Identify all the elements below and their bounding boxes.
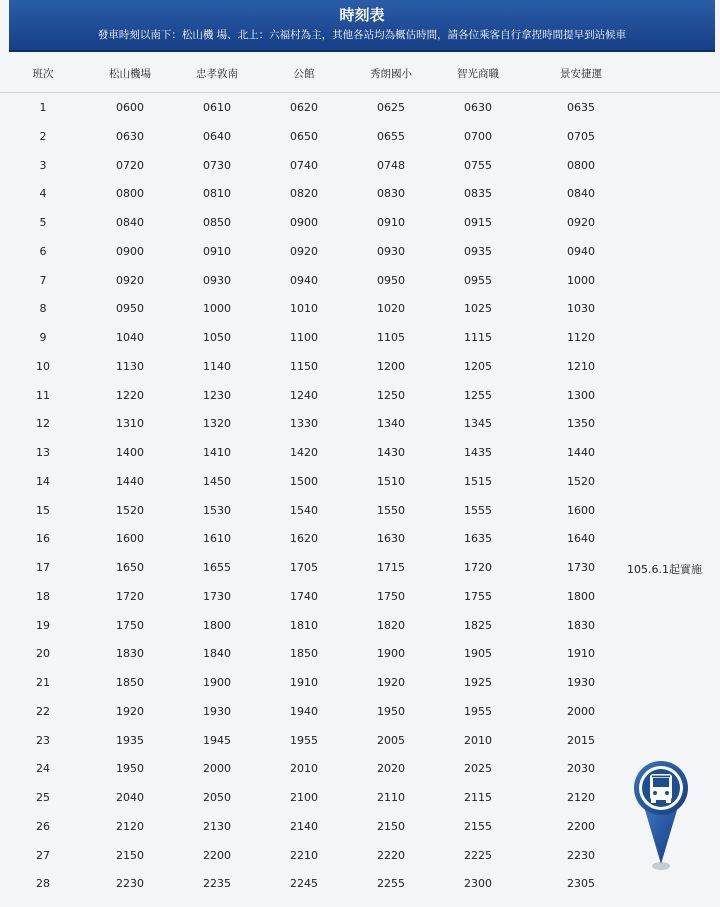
trip-number: 15: [36, 503, 50, 517]
jingan-mrt-time: 1350: [567, 417, 595, 431]
table-row: [0, 668, 720, 697]
gongguan-time: 2140: [290, 819, 318, 833]
xiulang-elementary-time: 2110: [377, 791, 405, 804]
xiulang-elementary-time: 1920: [377, 676, 405, 689]
zhongxiao-dunnan-time: 1930: [203, 704, 231, 718]
songshan-airport-time: 0900: [116, 244, 144, 258]
trip-number: 25: [36, 791, 50, 804]
zhongxiao-dunnan-time: 1945: [203, 733, 231, 747]
table-row: [0, 726, 720, 755]
xiulang-elementary-time: 1430: [377, 446, 405, 459]
zhiguang-vocational-time: 0755: [464, 158, 492, 172]
songshan-airport-time: 2150: [116, 848, 144, 862]
songshan-airport-time: 1440: [116, 474, 144, 488]
jingan-mrt-time: 1210: [567, 359, 595, 373]
table-row: [0, 409, 720, 438]
xiulang-elementary-time: 1750: [377, 589, 405, 603]
trip-number: 7: [39, 273, 47, 287]
trip-number: 13: [36, 446, 50, 459]
zhongxiao-dunnan-time: 1800: [203, 618, 231, 632]
zhongxiao-dunnan-time: 0930: [203, 273, 231, 287]
gongguan-time: 0650: [290, 129, 318, 143]
zhiguang-vocational-time: 1635: [464, 532, 492, 546]
jingan-mrt-time: 2015: [567, 733, 595, 747]
jingan-mrt-time: 0940: [567, 244, 595, 258]
xiulang-elementary-time: 2005: [377, 733, 405, 747]
xiulang-elementary-time: 1900: [377, 647, 405, 661]
jingan-mrt-time: 2230: [567, 848, 595, 862]
column-header-zhongxiao-dunnan: 忠孝敦南: [196, 68, 238, 80]
jingan-mrt-time: 1730: [567, 561, 595, 574]
jingan-mrt-time: 1830: [567, 618, 595, 632]
gongguan-time: 1150: [290, 359, 318, 373]
songshan-airport-time: 1310: [116, 417, 144, 431]
trip-number: 4: [39, 187, 47, 201]
table-row: [0, 754, 720, 783]
zhongxiao-dunnan-time: 2235: [203, 877, 231, 891]
songshan-airport-time: 1750: [116, 618, 144, 632]
songshan-airport-time: 1720: [116, 589, 144, 603]
zhiguang-vocational-time: 1555: [464, 503, 492, 517]
jingan-mrt-time: 2305: [567, 877, 595, 891]
xiulang-elementary-time: 1200: [377, 359, 405, 373]
songshan-airport-time: 1040: [116, 331, 144, 344]
table-row: [0, 151, 720, 180]
zhiguang-vocational-time: 1205: [464, 359, 492, 373]
jingan-mrt-time: 1440: [567, 446, 595, 459]
xiulang-elementary-time: 1020: [377, 302, 405, 316]
jingan-mrt-time: 1800: [567, 589, 595, 603]
jingan-mrt-time: 0635: [567, 101, 595, 114]
songshan-airport-time: 2040: [116, 791, 144, 804]
column-header-zhiguang-vocational: 智光商職: [457, 68, 499, 80]
column-header-gongguan: 公館: [293, 68, 315, 80]
zhiguang-vocational-time: 1255: [464, 388, 492, 402]
xiulang-elementary-time: 1250: [377, 388, 405, 402]
zhiguang-vocational-time: 1345: [464, 417, 492, 431]
zhiguang-vocational-time: 2300: [464, 877, 492, 891]
zhongxiao-dunnan-time: 0910: [203, 244, 231, 258]
table-row: [0, 496, 720, 525]
gongguan-time: 2210: [290, 848, 318, 862]
trip-number: 23: [36, 733, 50, 747]
zhongxiao-dunnan-time: 1900: [203, 676, 231, 689]
zhongxiao-dunnan-time: 1320: [203, 417, 231, 431]
xiulang-elementary-time: 2255: [377, 877, 405, 891]
effective-date-note: 105.6.1起實施: [627, 563, 702, 576]
xiulang-elementary-time: 1820: [377, 618, 405, 632]
trip-number: 5: [39, 216, 47, 229]
gongguan-time: 0900: [290, 216, 318, 229]
bus-location-pin-icon: [633, 760, 689, 872]
gongguan-time: 1420: [290, 446, 318, 459]
zhongxiao-dunnan-time: 2130: [203, 819, 231, 833]
gongguan-time: 1330: [290, 417, 318, 431]
trip-number: 20: [36, 647, 50, 661]
xiulang-elementary-time: 1550: [377, 503, 405, 517]
jingan-mrt-time: 1120: [567, 331, 595, 344]
songshan-airport-time: 0950: [116, 302, 144, 316]
xiulang-elementary-time: 0910: [377, 216, 405, 229]
table-row: [0, 438, 720, 467]
xiulang-elementary-time: 0950: [377, 273, 405, 287]
table-header: [0, 52, 720, 93]
column-header-xiulang-elementary: 秀朗國小: [370, 68, 412, 80]
table-row: [0, 93, 720, 122]
zhongxiao-dunnan-time: 0810: [203, 187, 231, 201]
gongguan-time: 1740: [290, 589, 318, 603]
jingan-mrt-time: 2120: [567, 791, 595, 804]
table-row: [0, 467, 720, 496]
zhongxiao-dunnan-time: 0640: [203, 129, 231, 143]
table-row: [0, 524, 720, 553]
xiulang-elementary-time: 1105: [377, 331, 405, 344]
songshan-airport-time: 0630: [116, 129, 144, 143]
jingan-mrt-time: 0840: [567, 187, 595, 201]
zhiguang-vocational-time: 0700: [464, 129, 492, 143]
xiulang-elementary-time: 1340: [377, 417, 405, 431]
zhongxiao-dunnan-time: 1000: [203, 302, 231, 316]
gongguan-time: 1910: [290, 676, 318, 689]
gongguan-time: 1850: [290, 647, 318, 661]
songshan-airport-time: 1920: [116, 704, 144, 718]
gongguan-time: 0740: [290, 158, 318, 172]
gongguan-time: 1240: [290, 388, 318, 402]
jingan-mrt-time: 2000: [567, 704, 595, 718]
songshan-airport-time: 2120: [116, 819, 144, 833]
table-row: [0, 639, 720, 668]
xiulang-elementary-time: 0930: [377, 244, 405, 258]
songshan-airport-time: 2230: [116, 877, 144, 891]
trip-number: 8: [39, 302, 47, 316]
table-row: [0, 841, 720, 870]
xiulang-elementary-time: 1510: [377, 474, 405, 488]
zhiguang-vocational-time: 1025: [464, 302, 492, 316]
zhiguang-vocational-time: 2010: [464, 733, 492, 747]
songshan-airport-time: 0800: [116, 187, 144, 201]
zhiguang-vocational-time: 1955: [464, 704, 492, 718]
gongguan-time: 2010: [290, 762, 318, 776]
zhiguang-vocational-time: 0630: [464, 101, 492, 114]
zhongxiao-dunnan-time: 1410: [203, 446, 231, 459]
zhiguang-vocational-time: 1435: [464, 446, 492, 459]
table-row: [0, 352, 720, 381]
zhongxiao-dunnan-time: 2050: [203, 791, 231, 804]
jingan-mrt-time: 1640: [567, 532, 595, 546]
column-header-jingan-mrt: 景安捷運: [560, 68, 602, 80]
xiulang-elementary-time: 1715: [377, 561, 405, 574]
gongguan-time: 0920: [290, 244, 318, 258]
zhiguang-vocational-time: 1905: [464, 647, 492, 661]
xiulang-elementary-time: 1950: [377, 704, 405, 718]
zhongxiao-dunnan-time: 0610: [203, 101, 231, 114]
trip-number: 1: [39, 101, 47, 114]
zhongxiao-dunnan-time: 1450: [203, 474, 231, 488]
trip-number: 17: [36, 561, 50, 574]
gongguan-time: 1500: [290, 474, 318, 488]
table-row: [0, 237, 720, 266]
trip-number: 21: [36, 676, 50, 689]
jingan-mrt-time: 1930: [567, 676, 595, 689]
songshan-airport-time: 1650: [116, 561, 144, 574]
gongguan-time: 1810: [290, 618, 318, 632]
zhongxiao-dunnan-time: 0850: [203, 216, 231, 229]
table-row: [0, 582, 720, 611]
trip-number: 27: [36, 848, 50, 862]
xiulang-elementary-time: 0625: [377, 101, 405, 114]
gongguan-time: 1540: [290, 503, 318, 517]
table-row: [0, 179, 720, 208]
column-header-trip: 班次: [32, 68, 54, 80]
songshan-airport-time: 1850: [116, 676, 144, 689]
songshan-airport-time: 1130: [116, 359, 144, 373]
zhiguang-vocational-time: 0835: [464, 187, 492, 201]
zhongxiao-dunnan-time: 2000: [203, 762, 231, 776]
table-row: [0, 812, 720, 841]
songshan-airport-time: 0840: [116, 216, 144, 229]
songshan-airport-time: 0920: [116, 273, 144, 287]
songshan-airport-time: 1400: [116, 446, 144, 459]
zhiguang-vocational-time: 2225: [464, 848, 492, 862]
songshan-airport-time: 1950: [116, 762, 144, 776]
trip-number: 24: [36, 762, 50, 776]
table-row: [0, 783, 720, 812]
jingan-mrt-time: 2030: [567, 762, 595, 776]
trip-number: 12: [36, 417, 50, 431]
trip-number: 26: [36, 819, 50, 833]
zhiguang-vocational-time: 2155: [464, 819, 492, 833]
table-row: [0, 323, 720, 352]
songshan-airport-time: 1220: [116, 388, 144, 402]
zhongxiao-dunnan-time: 1230: [203, 388, 231, 402]
gongguan-time: 1705: [290, 561, 318, 574]
zhiguang-vocational-time: 0955: [464, 273, 492, 287]
gongguan-time: 1010: [290, 302, 318, 316]
jingan-mrt-time: 0705: [567, 129, 595, 143]
gongguan-time: 2100: [290, 791, 318, 804]
table-row: [0, 611, 720, 640]
table-row: [0, 122, 720, 151]
table-row: [0, 381, 720, 410]
zhongxiao-dunnan-time: 1730: [203, 589, 231, 603]
trip-number: 19: [36, 618, 50, 632]
zhiguang-vocational-time: 1755: [464, 589, 492, 603]
table-row: [0, 266, 720, 295]
songshan-airport-time: 1600: [116, 532, 144, 546]
jingan-mrt-time: 0920: [567, 216, 595, 229]
column-header-songshan-airport: 松山機場: [109, 68, 151, 80]
zhiguang-vocational-time: 1115: [464, 331, 492, 344]
trip-number: 16: [36, 532, 50, 546]
trip-number: 11: [36, 388, 50, 402]
zhongxiao-dunnan-time: 2200: [203, 848, 231, 862]
zhiguang-vocational-time: 1925: [464, 676, 492, 689]
jingan-mrt-time: 2200: [567, 819, 595, 833]
jingan-mrt-time: 1300: [567, 388, 595, 402]
zhiguang-vocational-time: 0935: [464, 244, 492, 258]
songshan-airport-time: 0600: [116, 101, 144, 114]
jingan-mrt-time: 1520: [567, 474, 595, 488]
page-title: 時刻表: [339, 6, 385, 24]
zhiguang-vocational-time: 0915: [464, 216, 492, 229]
trip-number: 3: [39, 158, 47, 172]
songshan-airport-time: 0720: [116, 158, 144, 172]
xiulang-elementary-time: 2150: [377, 819, 405, 833]
zhongxiao-dunnan-time: 1140: [203, 359, 231, 373]
zhiguang-vocational-time: 2115: [464, 791, 492, 804]
page-subtitle: 發車時刻以南下：松山機 場、北上：六福村為主，其他各站均為概估時間，請各位乘客自行拿捏時間提早到站候車: [97, 29, 627, 41]
trip-number: 28: [36, 877, 50, 891]
table-row: [0, 294, 720, 323]
gongguan-time: 1100: [290, 331, 318, 344]
table-row: [0, 208, 720, 237]
songshan-airport-time: 1830: [116, 647, 144, 661]
table-row: [0, 869, 720, 898]
songshan-airport-time: 1935: [116, 733, 144, 747]
gongguan-time: 0820: [290, 187, 318, 201]
zhongxiao-dunnan-time: 1530: [203, 503, 231, 517]
xiulang-elementary-time: 0830: [377, 187, 405, 201]
gongguan-time: 1940: [290, 704, 318, 718]
timetable-header: [9, 0, 715, 52]
trip-number: 22: [36, 704, 50, 718]
zhongxiao-dunnan-time: 1840: [203, 647, 231, 661]
gongguan-time: 0940: [290, 273, 318, 287]
gongguan-time: 1620: [290, 532, 318, 546]
zhongxiao-dunnan-time: 1655: [203, 561, 231, 574]
xiulang-elementary-time: 0748: [377, 158, 405, 172]
trip-number: 18: [36, 589, 50, 603]
xiulang-elementary-time: 0655: [377, 129, 405, 143]
trip-number: 10: [36, 359, 50, 373]
zhiguang-vocational-time: 2025: [464, 762, 492, 776]
xiulang-elementary-time: 2220: [377, 848, 405, 862]
zhiguang-vocational-time: 1515: [464, 474, 492, 488]
xiulang-elementary-time: 1630: [377, 532, 405, 546]
zhiguang-vocational-time: 1720: [464, 561, 492, 574]
zhongxiao-dunnan-time: 1050: [203, 331, 231, 344]
xiulang-elementary-time: 2020: [377, 762, 405, 776]
songshan-airport-time: 1520: [116, 503, 144, 517]
zhiguang-vocational-time: 1825: [464, 618, 492, 632]
gongguan-time: 0620: [290, 101, 318, 114]
trip-number: 2: [39, 129, 47, 143]
gongguan-time: 1955: [290, 733, 318, 747]
gongguan-time: 2245: [290, 877, 318, 891]
trip-number: 9: [39, 331, 47, 344]
table-row: [0, 553, 720, 582]
trip-number: 6: [39, 244, 47, 258]
jingan-mrt-time: 1910: [567, 647, 595, 661]
jingan-mrt-time: 1000: [567, 273, 595, 287]
trip-number: 14: [36, 474, 50, 488]
jingan-mrt-time: 1600: [567, 503, 595, 517]
jingan-mrt-time: 1030: [567, 302, 595, 316]
table-row: [0, 697, 720, 726]
zhongxiao-dunnan-time: 0730: [203, 158, 231, 172]
jingan-mrt-time: 0800: [567, 158, 595, 172]
zhongxiao-dunnan-time: 1610: [203, 532, 231, 546]
